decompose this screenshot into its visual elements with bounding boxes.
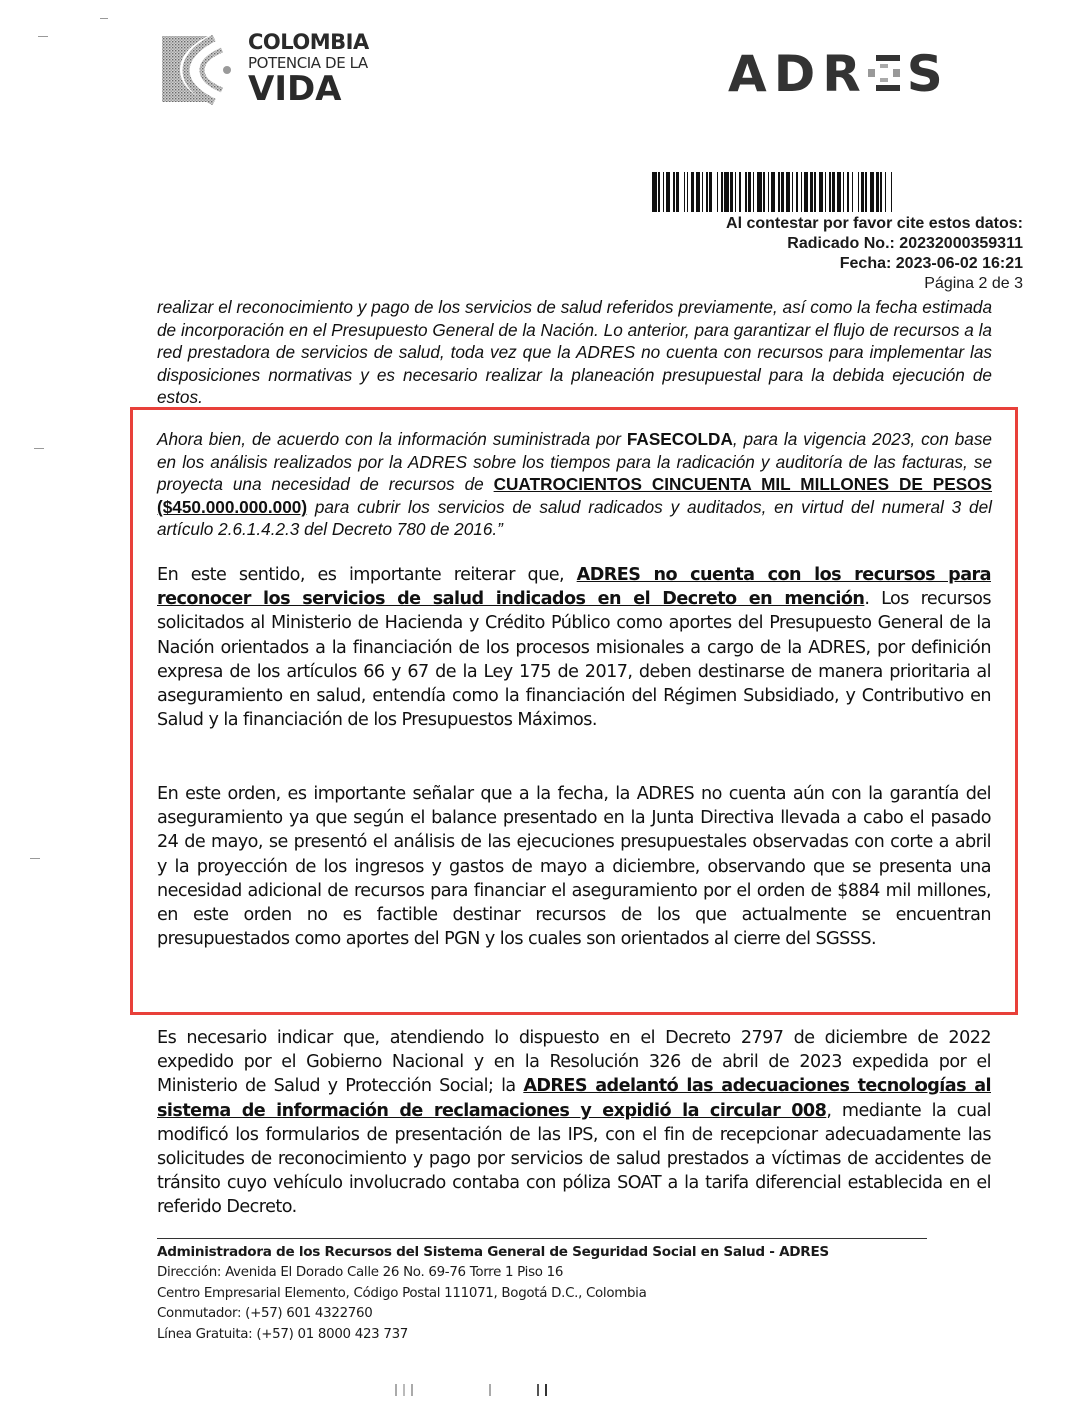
adres-no-cuenta-statement: ADRES no cuenta con los recursos para reconocer los servicios de salud indicados en el Decreto en mención xyxy=(157,565,991,610)
footer-toll-free: Línea Gratuita: (+57) 01 8000 423 737 xyxy=(157,1327,409,1343)
scan-mark xyxy=(100,18,108,19)
footer-divider xyxy=(157,1238,927,1239)
colombia-potencia-de-la-vida-logo xyxy=(160,30,370,110)
government-emblem-icon xyxy=(160,32,236,106)
footer-contact-block xyxy=(157,1242,829,1346)
scan-artifacts xyxy=(395,1384,547,1396)
footer-switchboard: Conmutador: (+57) 601 4322760 xyxy=(157,1306,373,1322)
adres-logo-left: AD xyxy=(728,45,823,103)
radicado-date: Fecha: 2023-06-02 16:21 xyxy=(839,255,1023,272)
fasecolda-quote-paragraph: Ahora bien, de acuerdo con la información suministrada por FASECOLDA, para la vigencia 2023, con base en los análisis realizados por la ADRES sobre los tiempos para la radicación y auditoría de las facturas, se proyecta una necesidad de recursos de CUATROCIENTOS CINCUENTA MIL MILLONES DE PESOS ($450.000.000.000) para cubrir los servicios de salud radicados y auditados, en virtud del numeral 3 del artículo 2.6.1.4.2.3 del Decreto 780 de 2016.” xyxy=(157,429,992,540)
scan-mark xyxy=(30,858,40,859)
page-number: Página 2 de 3 xyxy=(924,275,1023,292)
adres-logo xyxy=(728,44,950,104)
adres-logo-r: R xyxy=(822,45,868,103)
footer-organization: Administradora de los Recursos del Sistema General de Seguridad Social en Salud - ADRES xyxy=(157,1244,829,1260)
citation-prompt: Al contestar por favor cite estos datos: xyxy=(726,215,1023,232)
gov-logo-line3: VIDA xyxy=(248,69,342,109)
scan-mark xyxy=(34,448,44,449)
gov-logo-line1: COLOMBIA xyxy=(248,30,369,54)
paragraph-en-este-sentido: En este sentido, es importante reiterar que, ADRES no cuenta con los recursos para reconocer los servicios de salud indicados en el Decreto en mención. Los recursos solicitados al Ministerio de Hacienda y Crédito Público como aportes del Presupuesto General de la Nación orientados a la financiación de los procesos misionales a cargo de la ADRES, por definición expresa de los artículos 66 y 67 de la Ley 175 de 2017, deben destinarse de manera prioritaria al aseguramiento en salud, entendía como la financiación del Régimen Subsidiado, y Contributivo en Salud y la financiación de los Presupuestos Máximos. xyxy=(157,565,992,731)
intro-paragraph: realizar el reconocimiento y pago de los servicios de salud referidos previamente, así como la fecha estimada de incorporación en el Presupuesto General de la Nación. Lo anterior, para garantizar el flujo de recursos a la red prestadora de servicios de salud, toda vez que la ADRES no cuenta con recursos para implementar las disposiciones normativas y es necesario realizar la planeación presupuestal para la debida ejecución de estos. xyxy=(157,297,992,408)
fasecolda-name: FASECOLDA xyxy=(626,429,733,449)
adres-logo-cross-icon xyxy=(868,53,900,93)
footer-address-line2: Centro Empresarial Elemento, Código Postal 111071, Bogotá D.C., Colombia xyxy=(157,1285,647,1301)
gov-logo-line2: POTENCIA DE LA xyxy=(248,54,368,72)
paragraph-es-necesario: Es necesario indicar que, atendiendo lo dispuesto en el Decreto 2797 de diciembre de 2022 expedido por el Gobierno Nacional y en la Resolución 326 de abril de 2023 expedida por el Ministerio de Salud y Protección Social; la ADRES adelantó las adecuaciones tecnologías al sistema de información de reclamaciones y expidió la circular 008, mediante la cual modificó los formularios de presentación de las IPS, con el fin de recepcionar adecuadamente las solicitudes de reconocimiento y pago por servicios de salud prestados a víctimas de accidentes de tránsito cuyo vehículo involucrado contaba con póliza SOAT a la tarifa diferencial establecida en el referido Decreto. xyxy=(157,1028,991,1218)
paragraph-en-este-orden: En este orden, es importante señalar que a la fecha, la ADRES no cuenta aún con la garantía del aseguramiento ya que según el balance presentado en la Junta Directiva llevada a cabo el pasado 24 de mayo, se presentó el análisis de las ejecuciones presupuestales observadas con corte a abril y la proyección de los ingresos y gastos de mayo a diciembre, observando que se presenta una necesidad adicional de recursos para financiar el aseguramiento por el orden de $884 mil millones, en este orden no es factible destinar recursos de los que actualmente se encuentran presupuestados como aportes del PGN y los cuales son orientados al cierre del SGSSS. xyxy=(157,784,991,950)
adres-logo-right: S xyxy=(906,45,950,103)
radicado-barcode xyxy=(652,172,997,212)
scan-mark xyxy=(38,36,48,37)
amount-450-mil-millones: CUATROCIENTOS CINCUENTA MIL MILLONES DE PESOS ($450.000.000.000) xyxy=(157,474,992,517)
radicado-number: Radicado No.: 20232000359311 xyxy=(787,235,1023,252)
footer-address-line1: Dirección: Avenida El Dorado Calle 26 No. 69-76 Torre 1 Piso 16 xyxy=(157,1264,564,1280)
circular-008-statement: ADRES adelantó las adecuaciones tecnologías al sistema de información de reclamaciones y expidió la circular 008 xyxy=(157,1076,991,1121)
